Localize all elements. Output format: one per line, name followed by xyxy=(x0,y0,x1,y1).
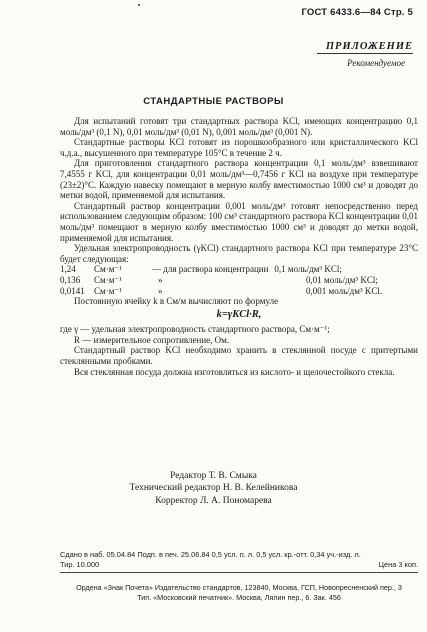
appendix-title: ПРИЛОЖЕНИЕ xyxy=(325,41,413,52)
conductivity-unit: См·м⁻¹ xyxy=(94,285,122,296)
appendix-underline xyxy=(317,53,413,54)
document-body xyxy=(60,116,418,377)
formula: k=γKCl·R, xyxy=(216,308,262,320)
imprint xyxy=(60,583,418,602)
appendix-note: Рекомендуемое xyxy=(347,58,405,68)
paragraph: Вся стеклянная посуда должна изготовляться из кислото- и щелочестойкого стекла. xyxy=(74,366,395,377)
where-line: R — измерительное сопротивление, Ом. xyxy=(74,334,230,345)
paragraph: Стандартный раствор концентрации 0,001 моль/дм³ готовят непосредственно перед использованием следующим образом: 100 см³ стандартного раствора KCl концентрации 0,01 моль/дм³ помещают в мерную колбу вместимостью 1000 см³ и доводят до метки водой, применяемой для испытания. xyxy=(60,200,418,243)
paragraph: Стандартный раствор KCl необходимо хранить в стеклянной посуде с притертыми стеклянными пробками. xyxy=(60,345,418,367)
conductivity-concentration: 0,001 моль/дм³ KCl. xyxy=(306,285,383,296)
circulation: Тир. 10.000 xyxy=(60,559,100,569)
scan-mark xyxy=(138,4,140,6)
paragraph: Для испытаний готовят три стандартных раствора KCl, имеющих концентрацию 0,1 моль/дм³ (0,1 N), 0,01 моль/дм³ (0,01 N), 0,001 моль/дм³ (0,001 N). xyxy=(60,116,418,137)
publication-line: Сдано в наб. 05.04.84 Подп. в печ. 25.06.84 0,5 усл. п. л. 0,5 усл. кр.-отт. 0,34 уч.-изд. л. xyxy=(60,550,361,559)
imprint-line: Ордена «Знак Почета» Издательство стандартов, 123840, Москва, ГСП, Новопресненский пер., 3 xyxy=(76,583,402,592)
editor-line: Технический редактор Н. В. Келейникова xyxy=(129,483,298,494)
editors-block xyxy=(0,470,427,507)
conductivity-concentration: 0,1 моль/дм³ KCl; xyxy=(274,264,342,275)
section-title: СТАНДАРТНЫЕ РАСТВОРЫ xyxy=(143,96,284,107)
paragraph: Стандартные растворы KCl готовят из порошкообразного или кристаллического KCl ч.д.а., высушенного при температуре 105°С в течение 2 ч. xyxy=(60,137,418,158)
paragraph: Для приготовления стандартного раствора концентрации 0,1 моль/дм³ взвешивают 7,4555 г KCl, для концентрации 0,01 моль/дм³—0,7456 г KCl на воздухе при температуре (23±2)°С. Каждую навеску помещают в мерную колбу вместимостью 1000 см³ и доводят до метки водой, применяемой для испытания. xyxy=(60,158,418,201)
conductivity-row xyxy=(60,275,418,286)
divider xyxy=(60,572,418,573)
conductivity-row xyxy=(60,264,418,275)
publication-info xyxy=(60,550,418,570)
conductivity-value: 1,24 xyxy=(60,264,76,275)
conductivity-row xyxy=(60,286,418,297)
conductivity-concentration: 0,01 моль/дм³ KCl; xyxy=(306,274,378,285)
conductivity-unit: См·м⁻¹ xyxy=(94,264,122,275)
paragraph: Удельная электропроводность (γKCl) стандартного раствора KCl при температуре 23°С будет следующая: xyxy=(60,243,418,264)
conductivity-desc: — для раствора концентрации xyxy=(152,264,269,275)
page-header: ГОСТ 6433.6—84 Стр. 5 xyxy=(301,7,413,18)
where-line: где γ — удельная электропроводность стандартного раствора, См·м⁻¹; xyxy=(60,324,330,335)
price: Цена 3 коп. xyxy=(378,559,418,569)
ditto-mark: » xyxy=(158,274,163,285)
imprint-line: Тип. «Московский печатник». Москва, Лялин пер., 6. Зак. 456 xyxy=(137,592,341,602)
paragraph: Постоянную ячейку k в См/м вычисляют по формуле xyxy=(74,296,279,307)
conductivity-unit: См·м⁻¹ xyxy=(94,274,122,285)
conductivity-value: 0,136 xyxy=(60,274,81,285)
conductivity-value: 0,0141 xyxy=(60,285,85,296)
editor-line: Редактор Т. В. Смыка xyxy=(170,471,257,481)
ditto-mark: » xyxy=(158,285,163,296)
editor-line: Корректор Л. А. Пономарева xyxy=(155,495,272,506)
